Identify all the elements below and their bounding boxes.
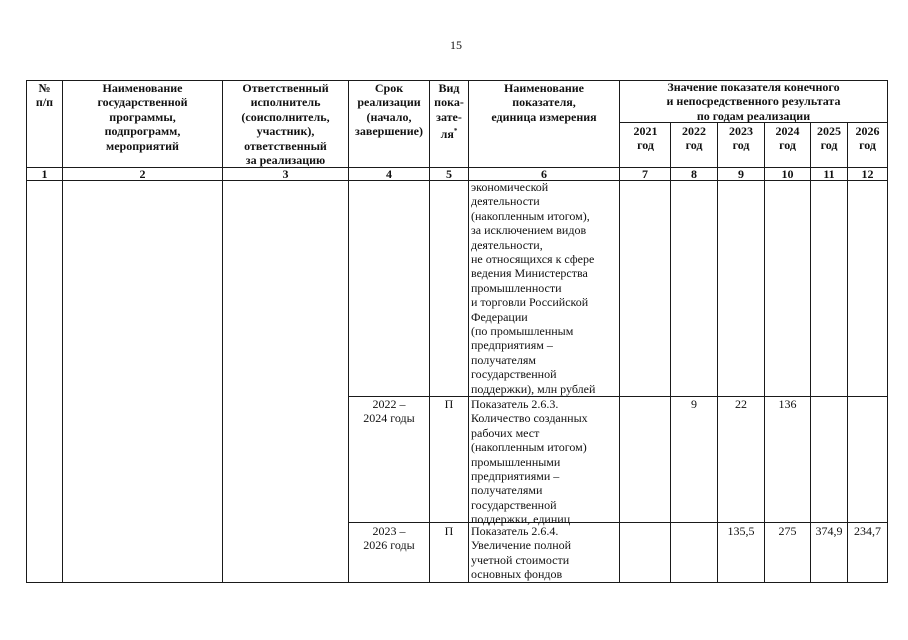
col-border-3 [348, 80, 349, 583]
column-number-10: 10 [781, 167, 794, 181]
col-border-8 [717, 122, 718, 583]
column-number-1: 1 [41, 167, 48, 181]
header-year-2023: 2023 год [729, 124, 753, 153]
header-year-2025: 2025 год [817, 124, 841, 153]
row3-indicator-name: Показатель 2.6.4. Увеличение полной учетной стоимости основных фондов [471, 524, 572, 582]
col-border-1 [62, 80, 63, 583]
row3-value-2023: 135,5 [727, 524, 755, 538]
column-number-6: 6 [541, 167, 547, 181]
column-number-7: 7 [642, 167, 648, 181]
row3-indicator-type: П [444, 524, 454, 538]
header-row-number: № п/п [35, 81, 54, 110]
column-number-11: 11 [823, 167, 835, 181]
row3-value-2025: 374,9 [815, 524, 843, 538]
row2-indicator-type: П [444, 397, 454, 411]
row2-indicator-name: Показатель 2.6.3. Количество созданных рабочих мест (накопленным итогом) промышленными предприятиями – получателями государственной поддержки, единиц [471, 397, 588, 527]
table-bottom-border [26, 582, 888, 583]
row2-value-2023: 22 [735, 397, 747, 411]
col-border-right [887, 80, 888, 583]
row2-value-2022: 9 [691, 397, 697, 411]
column-number-12: 12 [861, 167, 874, 181]
header-indicator-type [430, 81, 468, 142]
row2-period: 2022 – 2024 годы [363, 397, 415, 426]
header-year-2022: 2022 год [682, 124, 706, 153]
header-program-name: Наименование государственной программы, подпрограмм, мероприятий [97, 81, 188, 153]
column-number-3: 3 [282, 167, 289, 181]
column-number-4: 4 [386, 167, 392, 181]
column-number-5: 5 [446, 167, 452, 181]
row3-value-2024: 275 [778, 524, 797, 538]
page-number: 15 [450, 38, 462, 52]
row2-value-2024: 136 [778, 397, 797, 411]
col-border-11 [847, 122, 848, 583]
col-border-6 [619, 80, 620, 583]
col-border-left [26, 80, 27, 583]
header-year-2026: 2026 год [855, 124, 880, 153]
col-border-10 [810, 122, 811, 583]
header-values-group: Значение показателя конечного и непосредственного результата по годам реализации [666, 80, 841, 123]
row3-period: 2023 – 2026 годы [363, 524, 415, 553]
indicators-table [26, 80, 888, 583]
header-term: Срок реализации (начало, завершение) [355, 81, 423, 139]
header-year-2021: 2021 год [633, 124, 658, 153]
header-indicator-name: Наименование показателя, единица измерения [491, 81, 597, 124]
column-number-8: 8 [691, 167, 697, 181]
footnote-mark: * [453, 127, 458, 136]
column-number-2: 2 [139, 167, 146, 181]
col-border-5 [468, 80, 469, 583]
row3-value-2026: 234,7 [854, 524, 881, 538]
header-year-2024: 2024 год [775, 124, 800, 153]
header-indicator-type-label: Вид пока- зате- ля [434, 81, 464, 142]
column-number-9: 9 [738, 167, 744, 181]
row1-indicator-name: экономической деятельности (накопленным итогом), за исключением видов деятельности, не относящихся к сфере ведения Министерства промышленности и торговли Российской Федерации (по промышленным предприятиям – получателям государственной поддержки), млн рублей [471, 180, 596, 396]
col-border-7 [670, 122, 671, 583]
header-responsible: Ответственный исполнитель (соисполнитель, участник), ответственный за реализацию [241, 81, 330, 168]
col-border-4 [429, 80, 430, 583]
col-border-9 [764, 122, 765, 583]
